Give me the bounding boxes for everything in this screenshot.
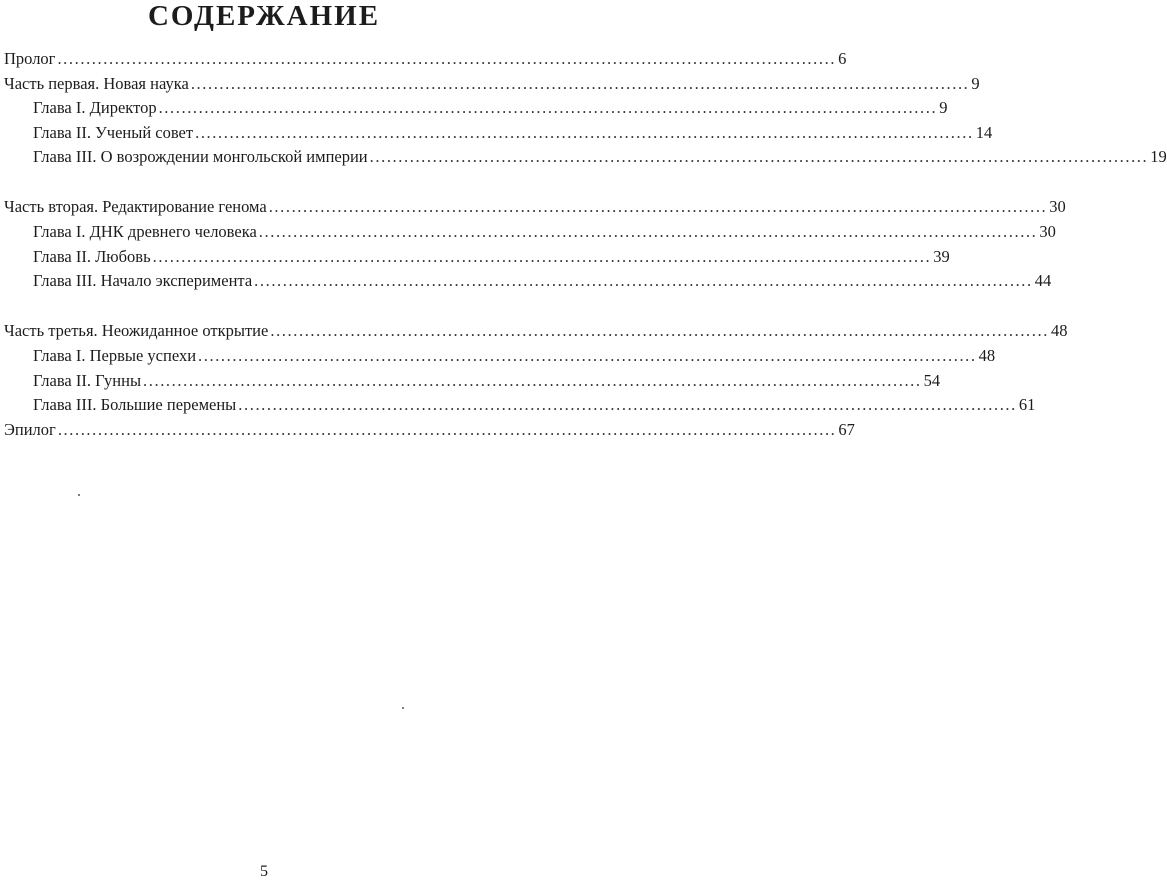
toc-chapter-entry — [4, 245, 950, 270]
toc-entry-title: Глава III. Начало эксперимента — [33, 271, 253, 291]
toc-chapter-entry — [4, 369, 941, 394]
toc-page-number: 61 — [1018, 395, 1036, 415]
toc-entry-title: Глава II. Ученый совет — [33, 122, 194, 142]
toc-page-number: 30 — [1049, 197, 1066, 217]
toc-part-entry — [4, 319, 1068, 344]
toc-page-number: 39 — [933, 246, 950, 266]
toc-dot-leader: ........................................................................................................................................ — [369, 147, 1149, 167]
toc-chapter-entry — [4, 269, 1052, 294]
paper-speck — [78, 494, 80, 496]
toc-entry-title: Глава I. Первые успехи — [33, 345, 197, 365]
page-number: 5 — [260, 863, 268, 880]
toc-page-number: 9 — [971, 73, 980, 93]
toc-part-entry — [4, 72, 980, 97]
toc-dot-leader: ........................................................................................................................................ — [57, 49, 837, 68]
toc-dot-leader: ........................................................................................................................................ — [190, 73, 970, 93]
toc-entry-title: Часть вторая. Редактирование генома — [4, 197, 267, 217]
toc-page-number: 44 — [1034, 271, 1052, 291]
toc-chapter-entry — [4, 344, 996, 369]
toc-page-number: 67 — [838, 419, 855, 439]
toc-page-number: 48 — [1050, 321, 1068, 341]
toc-page-number: 30 — [1039, 222, 1056, 242]
toc-chapter-entry — [4, 96, 948, 121]
table-of-contents — [4, 47, 1167, 442]
toc-entry-title: Глава II. Гунны — [33, 370, 142, 390]
toc-entry-title: Пролог — [4, 49, 56, 68]
toc-dot-leader: ........................................................................................................................................ — [270, 321, 1049, 341]
toc-entry-title: Часть первая. Новая наука — [4, 73, 189, 93]
toc-page-number: 9 — [939, 98, 948, 118]
toc-entry-title: Эпилог — [4, 419, 56, 439]
toc-chapter-entry — [4, 220, 1056, 245]
toc-page-number: 54 — [923, 370, 941, 390]
toc-entry-title: Глава III. О возрождении монгольской империи — [33, 147, 368, 167]
toc-chapter-entry — [4, 145, 1167, 170]
page-title: СОДЕРЖАНИЕ — [147, 0, 381, 32]
toc-dot-leader: ........................................................................................................................................ — [152, 246, 932, 266]
toc-dot-leader: ........................................................................................................................................ — [198, 345, 977, 365]
toc-chapter-entry — [4, 393, 1036, 418]
toc-part-entry — [4, 47, 847, 72]
toc-page-number: 14 — [975, 122, 993, 142]
toc-dot-leader: ........................................................................................................................................ — [57, 419, 837, 439]
toc-dot-leader: ........................................................................................................................................ — [195, 122, 974, 142]
toc-entry-title: Глава I. ДНК древнего человека — [33, 222, 257, 242]
toc-dot-leader: ........................................................................................................................................ — [143, 370, 922, 390]
toc-part-entry — [4, 418, 855, 443]
toc-entry-title: Глава III. Большие перемены — [33, 395, 237, 415]
toc-chapter-entry — [4, 121, 993, 146]
toc-entry-title: Часть третья. Неожиданное открытие — [4, 321, 269, 341]
toc-part-entry — [4, 195, 1066, 220]
toc-page-number: 48 — [978, 345, 996, 365]
paper-speck — [402, 707, 404, 709]
toc-dot-leader: ........................................................................................................................................ — [158, 98, 938, 118]
toc-dot-leader: ........................................................................................................................................ — [238, 395, 1017, 415]
toc-page-number: 6 — [838, 49, 847, 68]
toc-page-number: 19 — [1150, 147, 1167, 167]
toc-entry-title: Глава I. Директор — [33, 98, 157, 118]
toc-dot-leader: ........................................................................................................................................ — [268, 197, 1048, 217]
toc-entry-title: Глава II. Любовь — [33, 246, 151, 266]
toc-dot-leader: ........................................................................................................................................ — [254, 271, 1033, 291]
toc-dot-leader: ........................................................................................................................................ — [258, 222, 1038, 242]
